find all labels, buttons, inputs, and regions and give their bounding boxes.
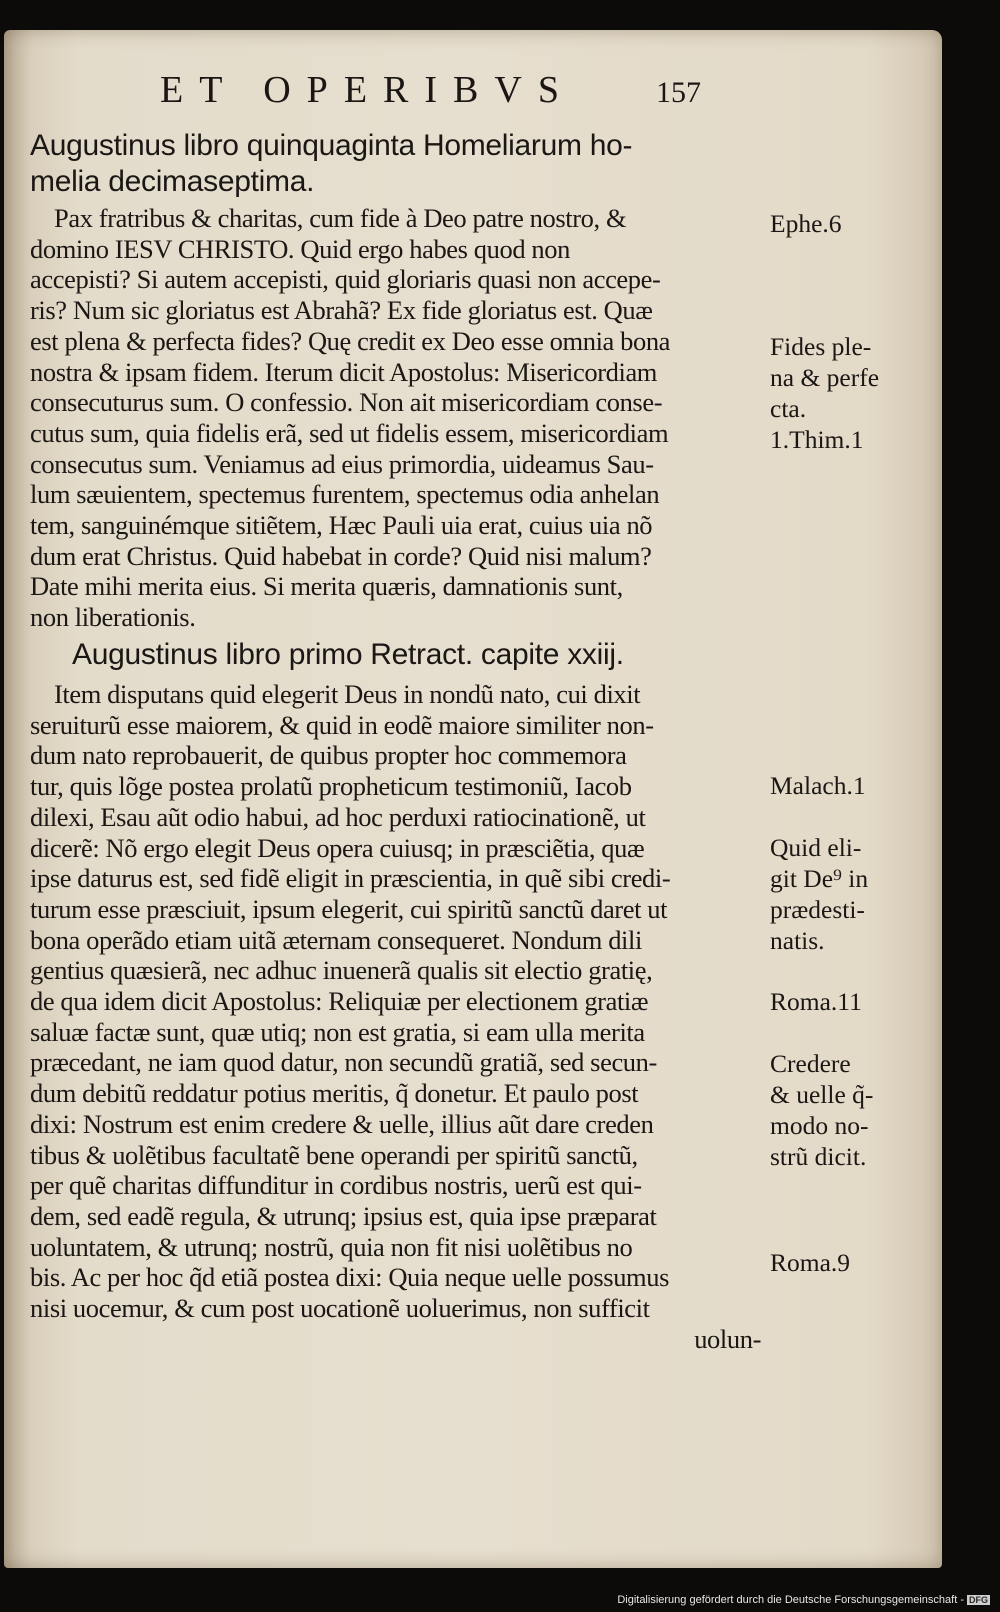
- body-line: nisi uocemur, & cum post uocationẽ uoluerimus, non sufficit: [30, 1293, 650, 1324]
- margin-note: na & perfe: [770, 363, 880, 392]
- margin-note: Roma.11: [770, 987, 862, 1016]
- body-line: de qua idem dicit Apostolus: Reliquiæ per electionem gratiæ: [30, 986, 649, 1017]
- margin-note: Credere: [770, 1049, 851, 1078]
- margin-note: strũ dicit.: [770, 1142, 867, 1171]
- margin-note: & uelle q̃-: [770, 1080, 874, 1109]
- body-line: tem, sanguinémque sitiẽtem, Hæc Pauli uia erat, cuius uia nõ: [30, 510, 653, 541]
- body-line: non liberationis.: [30, 602, 196, 633]
- margin-note: natis.: [770, 926, 825, 955]
- body-line: dem, sed eadẽ regula, & utrunq; ipsius est, quia ipse præparat: [30, 1200, 657, 1231]
- body-line: tur, quis lõge postea prolatũ propheticum testimoniũ, Iacob: [30, 771, 632, 802]
- credit-text: Digitalisierung gefördert durch die Deutsche Forschungsgemeinschaft -: [617, 1594, 964, 1606]
- body-line: dum erat Christus. Quid habebat in corde? Quid nisi malum?: [30, 540, 652, 571]
- section-2: [30, 637, 775, 1354]
- margin-note: 1.Thim.1: [770, 425, 864, 454]
- body-line: est plena & perfecta fides? Quę credit ex Deo esse omnia bona: [30, 325, 671, 356]
- body-line: nostra & ipsam fidem. Iterum dicit Apostolus: Misericordiam: [30, 356, 658, 387]
- body-line: seruiturũ esse maiorem, & quid in eodẽ maiore similiter non-: [30, 709, 654, 740]
- margin-note: Roma.9: [770, 1248, 851, 1277]
- body-line: dixi: Nostrum est enim credere & uelle, illius aũt dare creden: [30, 1108, 654, 1139]
- body-line: dum debitũ reddatur potius meritis, q̃ donetur. Et paulo post: [30, 1078, 639, 1109]
- margin-note: Quid eli-: [770, 833, 862, 862]
- page-number: 157: [656, 76, 701, 109]
- body-line: tibus & uolẽtibus facultatẽ bene operandi per spiritũ sanctũ,: [30, 1139, 638, 1170]
- margin-note: cta.: [770, 394, 807, 423]
- section-1-heading-line: melia decimaseptima.: [30, 165, 315, 198]
- body-line: uoluntatem, & utrunq; nostrũ, quia non fit nisi uolẽtibus no: [30, 1231, 633, 1262]
- body-line: turum esse præsciuit, ipsum elegerit, cui spiritũ sanctũ daret ut: [30, 893, 668, 924]
- margin-note: prædesti-: [770, 895, 865, 924]
- body-line: præcedant, ne iam quod datur, non secundũ gratiã, sed secun-: [30, 1047, 657, 1078]
- margin-note: git De⁹ in: [770, 864, 869, 893]
- margin-note: Fides ple-: [770, 332, 872, 361]
- body-line: cutus sum, quia fidelis erã, sed ut fidelis essem, misericordiam: [30, 417, 669, 448]
- body-line: gentius quæsierã, nec adhuc inuenerã qualis sit electio gratię,: [30, 955, 653, 986]
- body-line: saluæ factæ sunt, quæ utiq; non est gratia, si eam ulla merita: [30, 1016, 645, 1047]
- dfg-logo: DFG: [969, 1595, 988, 1605]
- section-2-heading: Augustinus libro primo Retract. capite xxiij.: [72, 638, 624, 671]
- body-line: dilexi, Esau aũt odio habui, ad hoc perduxi ratiocinationẽ, ut: [30, 801, 646, 832]
- body-line: ipse daturus est, sed fidẽ eligit in præscientia, in quẽ sibi credi-: [30, 863, 671, 894]
- catchword: uolun-: [694, 1323, 761, 1354]
- body-line: Date mihi merita eius. Si merita quæris, damnationis sunt,: [30, 571, 623, 602]
- margin-note: Malach.1: [770, 771, 866, 800]
- digitization-credit: [617, 1594, 990, 1606]
- body-line: Item disputans quid elegerit Deus in nondũ nato, cui dixit: [54, 679, 641, 709]
- body-line: Pax fratribus & charitas, cum fide à Deo patre nostro, &: [54, 203, 627, 233]
- body-line: dum nato reprobauerit, de quibus propter hoc commemora: [30, 740, 627, 771]
- body-line: lum sæuientem, spectemus furentem, spectemus odia anhelan: [30, 479, 660, 510]
- body-line: bona operãdo etiam uitã æternam consequeret. Nondum dili: [30, 924, 642, 955]
- margin-note: Ephe.6: [770, 209, 842, 238]
- body-line: bis. Ac per hoc q̃d etiã postea dixi: Quia neque uelle possumus: [30, 1262, 670, 1293]
- margin-note: modo no-: [770, 1111, 869, 1140]
- body-line: ris? Num sic gloriatus est Abrahã? Ex fide gloriatus est. Quæ: [30, 295, 653, 326]
- running-head: ET OPERIBVS: [160, 69, 575, 111]
- body-line: consecuturus sum. O confessio. Non ait misericordiam conse-: [30, 387, 663, 418]
- section-1: [30, 128, 775, 633]
- body-line: domino IESV CHRISTO. Quid ergo habes quod non: [30, 233, 570, 264]
- body-line: dicerẽ: Nõ ergo elegit Deus opera cuiusq; in præsciẽtia, quæ: [30, 832, 645, 863]
- body-line: accepisti? Si autem accepisti, quid gloriaris quasi non accepe-: [30, 264, 661, 295]
- body-line: per quẽ charitas diffunditur in cordibus nostris, uerũ est qui-: [30, 1170, 642, 1201]
- section-1-heading-line: Augustinus libro quinquaginta Homeliarum ho-: [30, 129, 633, 162]
- body-line: consecutus sum. Veniamus ad eius primordia, uideamus Sau-: [30, 448, 654, 479]
